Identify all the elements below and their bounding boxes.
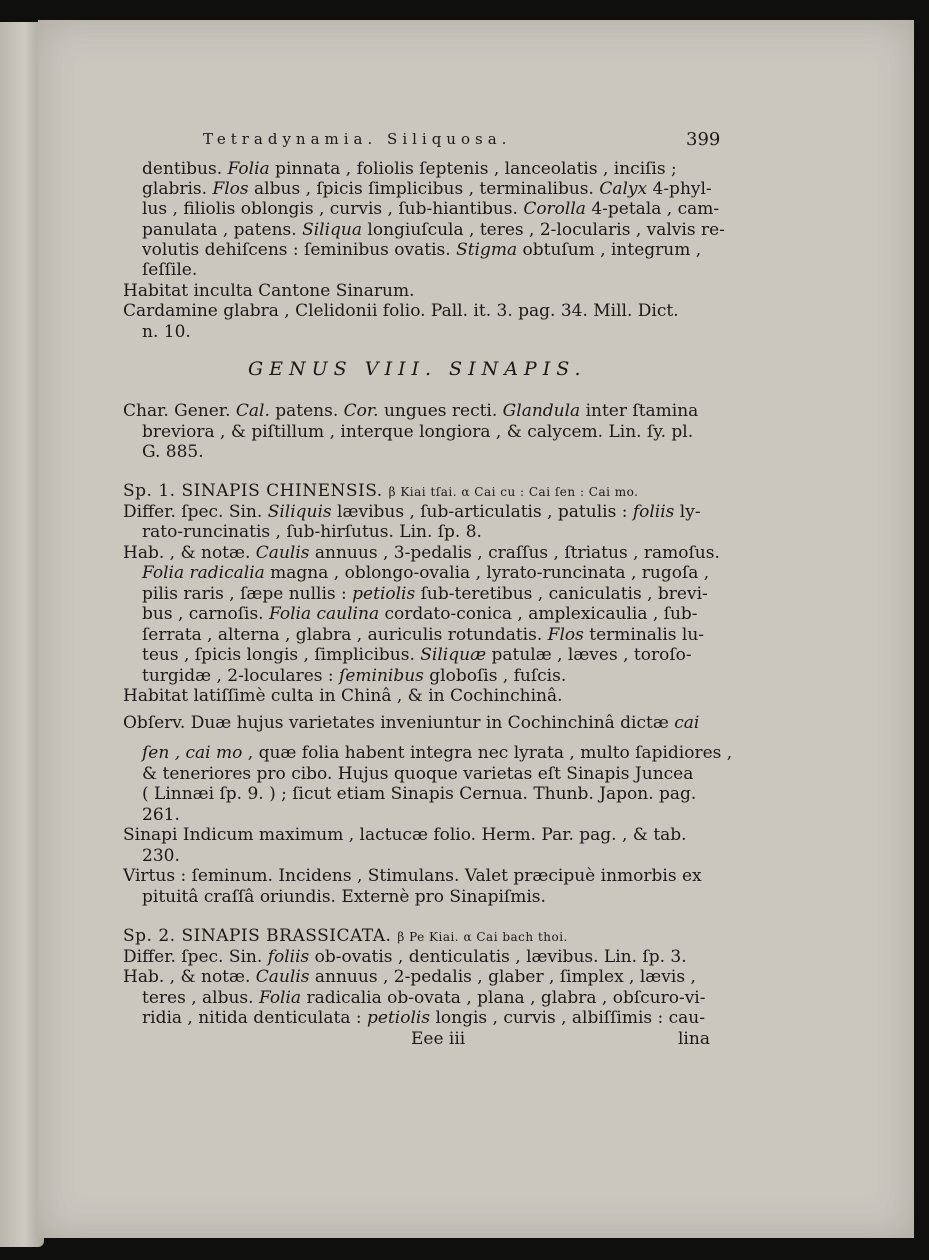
text-line: [142, 564, 709, 583]
italic-run: ſen , cai mo: [142, 743, 243, 763]
italic-run: Calyx: [599, 179, 648, 199]
text-line: [142, 847, 180, 866]
text-line: [142, 180, 712, 199]
book-page: [38, 20, 914, 1238]
italic-run: Folia radicalia: [142, 563, 265, 583]
text-run: teres , albus.: [142, 988, 259, 1008]
text-run: 261.: [142, 805, 180, 825]
text-run: breviora , & piſtillum , interque longiora , & calycem. Lin. ſy. pl.: [142, 422, 694, 442]
italic-run: foliis: [632, 502, 675, 522]
text-line: [142, 323, 191, 342]
text-line: [142, 200, 719, 219]
text-run: patulæ , læves , toroſo-: [486, 645, 692, 665]
signature-mark: Eee iii: [411, 1029, 466, 1049]
text-run: ſub-teretibus , caniculatis , brevi-: [415, 584, 708, 604]
text-run: radicalia ob-ovata , plana , glabra , obſcuro-vi-: [301, 988, 706, 1008]
species-heading: [123, 482, 639, 502]
italic-run: Flos: [547, 625, 584, 645]
text-line: [123, 867, 702, 886]
text-run: Obſerv. Duæ hujus varietates inveniuntur in Cochinchinâ dictæ: [123, 713, 675, 733]
text-line: [142, 221, 725, 240]
text-run: lus , filiolis oblongis , curvis , ſub-hiantibus.: [142, 199, 524, 219]
text-run: Differ. ſpec. Sin.: [123, 947, 268, 967]
italic-run: Siliquis: [267, 502, 332, 522]
text-run: Virtus : ſeminum. Incidens , Stimulans. Valet præcipuè inmorbis ex: [123, 866, 702, 886]
text-run: Hab. , & notæ.: [123, 967, 256, 987]
italic-run: Siliquæ: [420, 645, 487, 665]
text-run: ridia , nitida denticulata :: [142, 1008, 368, 1028]
text-run: globoſis , fuſcis.: [423, 666, 567, 686]
text-line: [142, 989, 705, 1008]
running-head: Tetradynamia. Siliquosa.: [203, 130, 512, 148]
text-run: albus , ſpicis ſimplicibus , terminalibus.: [248, 179, 600, 199]
text-run: rato-runcinatis , ſub-hirſutus. Lin. ſp. 8.: [142, 522, 482, 542]
text-run: patens.: [269, 401, 344, 421]
text-run: inter ſtamina: [580, 401, 699, 421]
text-line: [142, 1009, 705, 1028]
text-line: [123, 687, 563, 706]
text-line: [123, 544, 720, 563]
text-line: [142, 667, 566, 686]
italic-run: cai: [674, 713, 700, 733]
italic-run: Corolla: [523, 199, 586, 219]
text-run: ( Linnæi ſp. 9. ) ; ſicut etiam Sinapis Cernua. Thunb. Japon. pag.: [142, 784, 697, 804]
text-line: [123, 503, 701, 522]
text-line: [123, 826, 687, 845]
text-line: [123, 302, 679, 321]
text-run: pilis raris , ſæpe nullis :: [142, 584, 353, 604]
italic-run: Caulis: [255, 967, 310, 987]
text-line: [123, 714, 699, 733]
text-run: volutis dehiſcens : ſeminibus ovatis.: [142, 240, 457, 260]
text-line: [142, 160, 677, 179]
text-run: Cardamine glabra , Clelidonii folio. Pall. it. 3. pag. 34. Mill. Dict.: [123, 301, 679, 321]
italic-run: ſeminibus: [339, 666, 424, 686]
text-run: annuus , 2-pedalis , glaber , ſimplex , lævis ,: [309, 967, 696, 987]
text-run: dentibus.: [142, 159, 228, 179]
text-line: [123, 948, 687, 967]
text-run: pituitâ craſſâ oriundis. Externè pro Sinapiſmis.: [142, 887, 546, 907]
italic-run: Folia: [227, 159, 270, 179]
text-line: [123, 282, 414, 301]
italic-run: Siliqua: [302, 220, 362, 240]
italic-run: Flos: [212, 179, 249, 199]
text-run: magna , oblongo-ovalia , lyrato-runcinata , rugoſa ,: [264, 563, 710, 583]
catchword: lina: [678, 1029, 710, 1049]
text-run: Char. Gener.: [123, 401, 236, 421]
text-line: [142, 605, 698, 624]
text-run: panulata , patens.: [142, 220, 303, 240]
text-run: G. 885.: [142, 442, 204, 462]
text-run: ſeſſile.: [142, 260, 198, 280]
text-line: [142, 241, 701, 260]
genus-heading: [248, 360, 587, 379]
text-run: & teneriores pro cibo. Hujus quoque varietas eſt Sinapis Juncea: [142, 764, 694, 784]
italic-run: Folia: [258, 988, 302, 1008]
text-run: Sp. 2. SINAPIS BRASSICATA.: [123, 926, 398, 946]
italic-run: petiolis: [367, 1008, 431, 1028]
text-run: obtuſum , integrum ,: [517, 240, 702, 260]
text-run: GENUS VIII. SINAPIS.: [248, 358, 587, 380]
italic-run: Folia caulina: [269, 604, 380, 624]
italic-run: Cor.: [343, 401, 379, 421]
text-run: glabris.: [142, 179, 213, 199]
text-line: [142, 443, 204, 462]
text-run: annuus , 3-pedalis , craſſus , ſtriatus , ramoſus.: [309, 543, 720, 563]
text-run: turgidæ , 2-loculares :: [142, 666, 340, 686]
text-run: longis , curvis , albiſſimis : cau-: [430, 1008, 705, 1028]
text-run: 4-phyl-: [647, 179, 712, 199]
text-run: n. 10.: [142, 322, 191, 342]
italic-run: Stigma: [456, 240, 518, 260]
text-run: pinnata , foliolis ſeptenis , lanceolatis , inciſis ;: [269, 159, 677, 179]
text-run: Sp. 1. SINAPIS CHINENSIS.: [123, 481, 389, 501]
text-line: [142, 585, 708, 604]
text-line: [142, 765, 693, 784]
text-run: Hab. , & notæ.: [123, 543, 256, 563]
text-line: [123, 402, 698, 421]
italic-run: Caulis: [255, 543, 310, 563]
text-run: 230.: [142, 846, 180, 866]
italic-run: Cal.: [235, 401, 270, 421]
vernacular-names: β Kiai tſai. α Cai cu : Cai ſen : Cai mo.: [388, 485, 639, 499]
italic-run: foliis: [267, 947, 310, 967]
text-line: [142, 423, 693, 442]
species-heading: [123, 927, 568, 947]
text-run: Habitat inculta Cantone Sinarum.: [123, 281, 415, 301]
text-run: terminalis lu-: [583, 625, 705, 645]
text-run: ungues recti.: [378, 401, 503, 421]
text-line: [142, 646, 692, 665]
vernacular-names: β Pe Kiai. α Cai bach thoi.: [397, 930, 568, 944]
text-line: [142, 523, 482, 542]
italic-run: Glandula: [502, 401, 581, 421]
text-line: [142, 626, 704, 645]
text-line: [142, 888, 546, 907]
text-run: bus , carnoſis.: [142, 604, 269, 624]
text-run: , quæ folia habent integra nec lyrata , multo ſapidiores ,: [242, 743, 733, 763]
text-run: ob-ovatis , denticulatis , lævibus. Lin. ſp. 3.: [309, 947, 687, 967]
text-run: 4-petala , cam-: [585, 199, 720, 219]
text-line: [142, 744, 732, 763]
text-line: [142, 806, 180, 825]
page-number: 399: [686, 129, 721, 150]
text-run: teus , ſpicis longis , ſimplicibus.: [142, 645, 421, 665]
page-text: [38, 20, 914, 1238]
text-line: [142, 261, 197, 280]
text-run: Differ. ſpec. Sin.: [123, 502, 268, 522]
text-line: [123, 968, 696, 987]
text-run: ly-: [674, 502, 701, 522]
text-run: lævibus , ſub-articulatis , patulis :: [331, 502, 633, 522]
italic-run: petiolis: [352, 584, 416, 604]
text-line: [142, 785, 696, 804]
text-run: Sinapi Indicum maximum , lactucæ folio. Herm. Par. pag. , & tab.: [123, 825, 687, 845]
text-run: longiuſcula , teres , 2-locularis , valvis re-: [362, 220, 725, 240]
text-run: Habitat latiſſimè culta in Chinâ , & in Cochinchinâ.: [123, 686, 563, 706]
text-run: cordato-conica , amplexicaulia , ſub-: [379, 604, 698, 624]
text-run: ſerrata , alterna , glabra , auriculis rotundatis.: [142, 625, 548, 645]
